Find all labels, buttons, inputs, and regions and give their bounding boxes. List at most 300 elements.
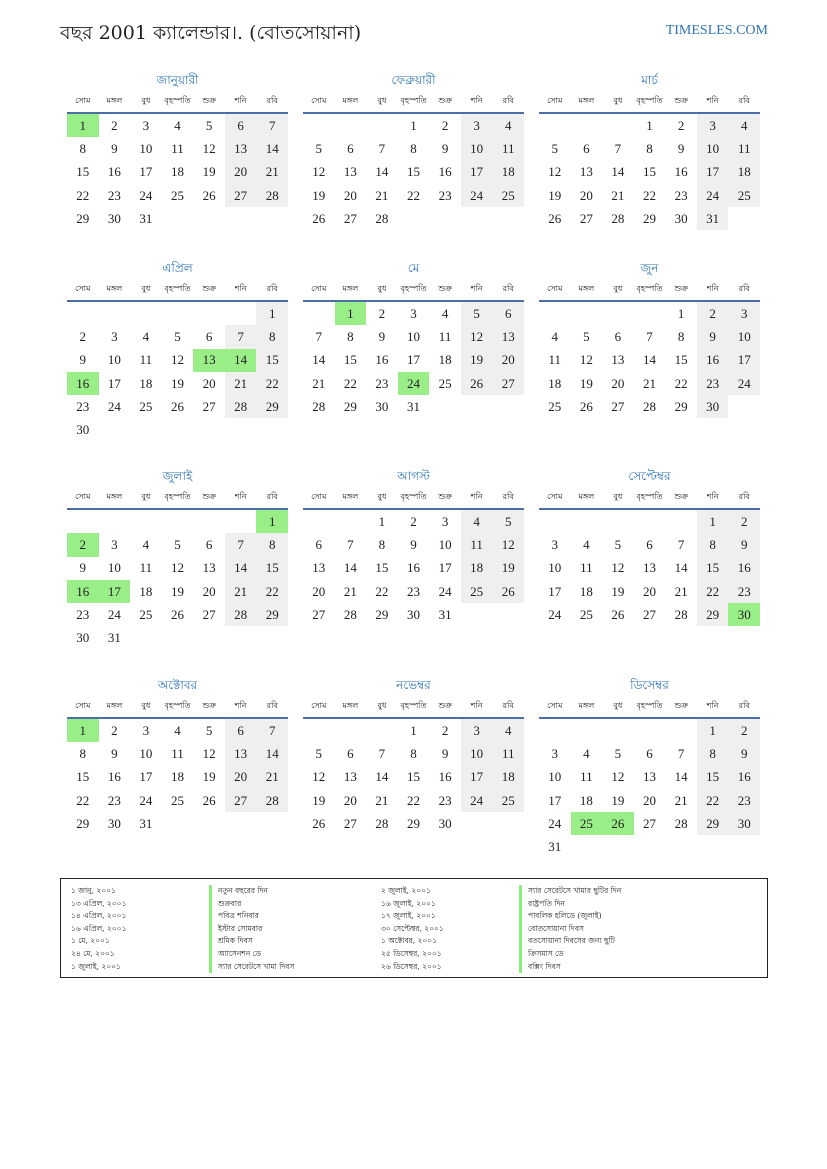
day-cell[interactable]: 27: [202, 606, 216, 622]
day-cell[interactable]: 9: [728, 742, 760, 765]
day-cell[interactable]: 30: [406, 606, 420, 622]
day-cell[interactable]: 25: [492, 789, 524, 812]
day-cell[interactable]: 20: [343, 187, 357, 203]
day-cell[interactable]: 7: [614, 140, 622, 156]
day-cell[interactable]: 7: [646, 328, 653, 344]
day-cell[interactable]: 9: [677, 140, 685, 156]
day-cell[interactable]: 24: [107, 606, 121, 622]
day-cell[interactable]: 14: [225, 557, 257, 580]
day-cell[interactable]: 15: [76, 769, 90, 785]
day-cell[interactable]: 10: [139, 140, 153, 156]
day-cell[interactable]: 5: [551, 140, 559, 156]
holiday-day[interactable]: 1: [256, 510, 288, 533]
day-cell[interactable]: 28: [375, 815, 389, 831]
day-cell[interactable]: 5: [492, 510, 524, 533]
day-cell[interactable]: 2: [728, 510, 760, 533]
day-cell[interactable]: 27: [492, 372, 524, 395]
day-cell[interactable]: 9: [79, 352, 87, 368]
day-cell[interactable]: 26: [579, 398, 593, 414]
day-cell[interactable]: 13: [611, 352, 625, 368]
day-cell[interactable]: 18: [170, 164, 184, 180]
day-cell[interactable]: 10: [438, 536, 452, 552]
day-cell[interactable]: 17: [728, 349, 760, 372]
day-cell[interactable]: 6: [315, 536, 323, 552]
day-cell[interactable]: 5: [315, 745, 323, 761]
day-cell[interactable]: 8: [410, 745, 417, 761]
day-cell[interactable]: 9: [697, 325, 729, 348]
day-cell[interactable]: 14: [256, 137, 288, 160]
day-cell[interactable]: 24: [107, 398, 121, 414]
day-cell[interactable]: 26: [202, 187, 216, 203]
day-cell[interactable]: 6: [225, 114, 257, 137]
day-cell[interactable]: 1: [378, 513, 386, 529]
day-cell[interactable]: 29: [375, 606, 389, 622]
day-cell[interactable]: 4: [174, 722, 181, 738]
day-cell[interactable]: 24: [461, 789, 493, 812]
day-cell[interactable]: 2: [441, 722, 449, 738]
day-cell[interactable]: 29: [697, 812, 729, 835]
day-cell[interactable]: 22: [76, 792, 90, 808]
day-cell[interactable]: 23: [107, 187, 121, 203]
day-cell[interactable]: 10: [461, 742, 493, 765]
day-cell[interactable]: 3: [697, 114, 729, 137]
day-cell[interactable]: 13: [225, 137, 257, 160]
day-cell[interactable]: 5: [174, 328, 181, 344]
day-cell[interactable]: 25: [170, 792, 184, 808]
day-cell[interactable]: 28: [343, 606, 357, 622]
day-cell[interactable]: 18: [548, 375, 562, 391]
day-cell[interactable]: 31: [438, 606, 452, 622]
day-cell[interactable]: 7: [315, 328, 323, 344]
day-cell[interactable]: 29: [697, 603, 729, 626]
day-cell[interactable]: 21: [312, 375, 326, 391]
day-cell[interactable]: 24: [548, 606, 562, 622]
day-cell[interactable]: 19: [548, 187, 562, 203]
day-cell[interactable]: 4: [461, 510, 493, 533]
day-cell[interactable]: 26: [611, 606, 625, 622]
day-cell[interactable]: 21: [674, 792, 688, 808]
holiday-day[interactable]: 30: [728, 603, 760, 626]
day-cell[interactable]: 19: [202, 769, 216, 785]
day-cell[interactable]: 28: [256, 789, 288, 812]
day-cell[interactable]: 26: [312, 815, 326, 831]
day-cell[interactable]: 25: [139, 606, 153, 622]
day-cell[interactable]: 7: [378, 140, 386, 156]
day-cell[interactable]: 20: [202, 583, 216, 599]
day-cell[interactable]: 3: [461, 719, 493, 742]
day-cell[interactable]: 27: [642, 606, 656, 622]
day-cell[interactable]: 22: [406, 792, 420, 808]
day-cell[interactable]: 11: [580, 560, 593, 576]
day-cell[interactable]: 22: [76, 187, 90, 203]
day-cell[interactable]: 12: [492, 533, 524, 556]
day-cell[interactable]: 23: [728, 580, 760, 603]
day-cell[interactable]: 19: [170, 583, 184, 599]
day-cell[interactable]: 25: [170, 187, 184, 203]
day-cell[interactable]: 20: [343, 792, 357, 808]
day-cell[interactable]: 7: [256, 719, 288, 742]
day-cell[interactable]: 23: [438, 187, 452, 203]
day-cell[interactable]: 23: [107, 792, 121, 808]
day-cell[interactable]: 19: [492, 557, 524, 580]
day-cell[interactable]: 6: [646, 536, 653, 552]
day-cell[interactable]: 21: [611, 187, 625, 203]
day-cell[interactable]: 28: [225, 603, 257, 626]
day-cell[interactable]: 17: [438, 560, 452, 576]
day-cell[interactable]: 23: [375, 375, 389, 391]
day-cell[interactable]: 9: [441, 140, 449, 156]
day-cell[interactable]: 6: [347, 140, 354, 156]
day-cell[interactable]: 3: [410, 305, 417, 321]
day-cell[interactable]: 24: [438, 583, 452, 599]
day-cell[interactable]: 22: [375, 583, 389, 599]
day-cell[interactable]: 30: [107, 815, 121, 831]
day-cell[interactable]: 4: [174, 117, 181, 133]
day-cell[interactable]: 18: [438, 352, 452, 368]
day-cell[interactable]: 7: [256, 114, 288, 137]
day-cell[interactable]: 25: [438, 375, 452, 391]
day-cell[interactable]: 16: [697, 349, 729, 372]
day-cell[interactable]: 5: [315, 140, 323, 156]
day-cell[interactable]: 27: [202, 398, 216, 414]
day-cell[interactable]: 31: [139, 210, 153, 226]
day-cell[interactable]: 5: [174, 536, 181, 552]
day-cell[interactable]: 29: [256, 603, 288, 626]
day-cell[interactable]: 10: [139, 745, 153, 761]
day-cell[interactable]: 15: [406, 769, 420, 785]
day-cell[interactable]: 11: [492, 137, 524, 160]
day-cell[interactable]: 6: [583, 140, 590, 156]
day-cell[interactable]: 2: [111, 117, 118, 133]
day-cell[interactable]: 17: [461, 766, 493, 789]
day-cell[interactable]: 5: [461, 302, 493, 325]
day-cell[interactable]: 30: [76, 422, 90, 438]
day-cell[interactable]: 23: [697, 372, 729, 395]
day-cell[interactable]: 4: [441, 305, 449, 321]
day-cell[interactable]: 22: [256, 372, 288, 395]
day-cell[interactable]: 30: [697, 395, 729, 418]
day-cell[interactable]: 21: [256, 161, 288, 184]
day-cell[interactable]: 8: [347, 328, 354, 344]
day-cell[interactable]: 29: [256, 395, 288, 418]
day-cell[interactable]: 3: [461, 114, 493, 137]
day-cell[interactable]: 17: [548, 583, 562, 599]
day-cell[interactable]: 10: [107, 560, 121, 576]
day-cell[interactable]: 30: [107, 210, 121, 226]
day-cell[interactable]: 2: [410, 513, 417, 529]
day-cell[interactable]: 8: [256, 533, 288, 556]
day-cell[interactable]: 18: [492, 161, 524, 184]
day-cell[interactable]: 25: [461, 580, 493, 603]
day-cell[interactable]: 22: [343, 375, 357, 391]
day-cell[interactable]: 6: [225, 719, 257, 742]
day-cell[interactable]: 12: [312, 769, 326, 785]
day-cell[interactable]: 12: [312, 164, 326, 180]
day-cell[interactable]: 29: [642, 210, 656, 226]
day-cell[interactable]: 26: [170, 398, 184, 414]
day-cell[interactable]: 31: [107, 630, 121, 646]
day-cell[interactable]: 25: [548, 398, 562, 414]
day-cell[interactable]: 20: [611, 375, 625, 391]
day-cell[interactable]: 10: [697, 137, 729, 160]
day-cell[interactable]: 3: [142, 117, 150, 133]
day-cell[interactable]: 15: [256, 557, 288, 580]
day-cell[interactable]: 30: [674, 210, 688, 226]
day-cell[interactable]: 23: [406, 583, 420, 599]
day-cell[interactable]: 4: [551, 328, 559, 344]
holiday-day[interactable]: 16: [67, 372, 99, 395]
day-cell[interactable]: 14: [375, 164, 389, 180]
day-cell[interactable]: 14: [642, 352, 656, 368]
day-cell[interactable]: 26: [461, 372, 493, 395]
day-cell[interactable]: 19: [312, 187, 326, 203]
day-cell[interactable]: 30: [76, 630, 90, 646]
day-cell[interactable]: 6: [205, 328, 213, 344]
day-cell[interactable]: 4: [142, 328, 150, 344]
day-cell[interactable]: 10: [548, 769, 562, 785]
day-cell[interactable]: 16: [438, 769, 452, 785]
day-cell[interactable]: 14: [312, 352, 326, 368]
day-cell[interactable]: 21: [225, 372, 257, 395]
day-cell[interactable]: 15: [697, 766, 729, 789]
day-cell[interactable]: 8: [697, 533, 729, 556]
day-cell[interactable]: 31: [139, 815, 153, 831]
day-cell[interactable]: 14: [674, 560, 688, 576]
day-cell[interactable]: 31: [548, 839, 562, 855]
day-cell[interactable]: 13: [202, 560, 216, 576]
day-cell[interactable]: 13: [312, 560, 326, 576]
day-cell[interactable]: 25: [579, 606, 593, 622]
day-cell[interactable]: 7: [677, 745, 685, 761]
day-cell[interactable]: 11: [492, 742, 524, 765]
day-cell[interactable]: 25: [728, 184, 760, 207]
day-cell[interactable]: 1: [697, 719, 729, 742]
day-cell[interactable]: 11: [139, 352, 153, 368]
day-cell[interactable]: 17: [406, 352, 420, 368]
day-cell[interactable]: 22: [256, 580, 288, 603]
day-cell[interactable]: 3: [551, 745, 559, 761]
day-cell[interactable]: 18: [579, 792, 593, 808]
day-cell[interactable]: 15: [343, 352, 357, 368]
day-cell[interactable]: 10: [461, 137, 493, 160]
day-cell[interactable]: 28: [225, 395, 257, 418]
site-link[interactable]: TIMESLES.COM: [665, 23, 768, 38]
day-cell[interactable]: 17: [548, 792, 562, 808]
day-cell[interactable]: 2: [441, 117, 449, 133]
holiday-day[interactable]: 1: [335, 302, 367, 325]
day-cell[interactable]: 13: [642, 560, 656, 576]
day-cell[interactable]: 21: [343, 583, 357, 599]
day-cell[interactable]: 16: [728, 766, 760, 789]
day-cell[interactable]: 26: [492, 580, 524, 603]
day-cell[interactable]: 9: [728, 533, 760, 556]
day-cell[interactable]: 19: [461, 349, 493, 372]
day-cell[interactable]: 11: [548, 352, 562, 368]
day-cell[interactable]: 9: [111, 745, 118, 761]
day-cell[interactable]: 23: [438, 792, 452, 808]
day-cell[interactable]: 20: [579, 187, 593, 203]
day-cell[interactable]: 11: [580, 769, 593, 785]
day-cell[interactable]: 7: [378, 745, 386, 761]
day-cell[interactable]: 23: [76, 398, 90, 414]
day-cell[interactable]: 2: [79, 328, 87, 344]
day-cell[interactable]: 11: [438, 328, 452, 344]
day-cell[interactable]: 15: [256, 349, 288, 372]
day-cell[interactable]: 21: [375, 187, 389, 203]
day-cell[interactable]: 20: [225, 161, 257, 184]
day-cell[interactable]: 8: [677, 328, 685, 344]
day-cell[interactable]: 27: [225, 184, 257, 207]
day-cell[interactable]: 24: [461, 184, 493, 207]
day-cell[interactable]: 14: [343, 560, 357, 576]
day-cell[interactable]: 18: [170, 769, 184, 785]
day-cell[interactable]: 19: [312, 792, 326, 808]
day-cell[interactable]: 5: [205, 117, 213, 133]
day-cell[interactable]: 22: [697, 789, 729, 812]
day-cell[interactable]: 7: [347, 536, 354, 552]
holiday-day[interactable]: 2: [67, 533, 99, 556]
holiday-day[interactable]: 17: [99, 580, 131, 603]
day-cell[interactable]: 19: [579, 375, 593, 391]
day-cell[interactable]: 22: [406, 187, 420, 203]
day-cell[interactable]: 21: [225, 580, 257, 603]
day-cell[interactable]: 27: [312, 606, 326, 622]
day-cell[interactable]: 27: [611, 398, 625, 414]
day-cell[interactable]: 30: [438, 815, 452, 831]
day-cell[interactable]: 26: [170, 606, 184, 622]
day-cell[interactable]: 18: [579, 583, 593, 599]
day-cell[interactable]: 7: [225, 325, 257, 348]
day-cell[interactable]: 13: [343, 164, 357, 180]
day-cell[interactable]: 7: [677, 536, 685, 552]
day-cell[interactable]: 29: [406, 815, 420, 831]
day-cell[interactable]: 5: [614, 536, 622, 552]
day-cell[interactable]: 1: [410, 117, 417, 133]
day-cell[interactable]: 21: [674, 583, 688, 599]
holiday-day[interactable]: 14: [225, 349, 257, 372]
day-cell[interactable]: 8: [410, 140, 417, 156]
day-cell[interactable]: 5: [583, 328, 590, 344]
day-cell[interactable]: 16: [107, 769, 121, 785]
day-cell[interactable]: 8: [79, 745, 87, 761]
holiday-day[interactable]: 1: [67, 114, 99, 137]
day-cell[interactable]: 29: [76, 210, 90, 226]
day-cell[interactable]: 28: [611, 210, 625, 226]
day-cell[interactable]: 13: [579, 164, 593, 180]
day-cell[interactable]: 21: [256, 766, 288, 789]
day-cell[interactable]: 18: [139, 375, 153, 391]
day-cell[interactable]: 22: [642, 187, 656, 203]
day-cell[interactable]: 3: [551, 536, 559, 552]
day-cell[interactable]: 6: [492, 302, 524, 325]
day-cell[interactable]: 15: [674, 352, 688, 368]
day-cell[interactable]: 2: [697, 302, 729, 325]
day-cell[interactable]: 31: [697, 207, 729, 230]
day-cell[interactable]: 20: [312, 583, 326, 599]
day-cell[interactable]: 9: [410, 536, 417, 552]
day-cell[interactable]: 25: [492, 184, 524, 207]
day-cell[interactable]: 20: [642, 583, 656, 599]
day-cell[interactable]: 28: [674, 606, 688, 622]
day-cell[interactable]: 11: [139, 560, 153, 576]
day-cell[interactable]: 26: [312, 210, 326, 226]
day-cell[interactable]: 2: [111, 722, 118, 738]
day-cell[interactable]: 12: [170, 560, 184, 576]
day-cell[interactable]: 12: [461, 325, 493, 348]
day-cell[interactable]: 19: [170, 375, 184, 391]
day-cell[interactable]: 20: [642, 792, 656, 808]
day-cell[interactable]: 18: [461, 557, 493, 580]
day-cell[interactable]: 6: [347, 745, 354, 761]
day-cell[interactable]: 15: [76, 164, 90, 180]
day-cell[interactable]: 28: [674, 815, 688, 831]
day-cell[interactable]: 27: [225, 789, 257, 812]
day-cell[interactable]: 17: [139, 164, 153, 180]
day-cell[interactable]: 3: [728, 302, 760, 325]
day-cell[interactable]: 16: [728, 557, 760, 580]
day-cell[interactable]: 19: [611, 792, 625, 808]
day-cell[interactable]: 12: [170, 352, 184, 368]
day-cell[interactable]: 8: [697, 742, 729, 765]
day-cell[interactable]: 5: [205, 722, 213, 738]
day-cell[interactable]: 14: [256, 742, 288, 765]
day-cell[interactable]: 3: [441, 513, 449, 529]
day-cell[interactable]: 9: [441, 745, 449, 761]
day-cell[interactable]: 12: [202, 745, 216, 761]
day-cell[interactable]: 19: [611, 583, 625, 599]
day-cell[interactable]: 21: [642, 375, 656, 391]
day-cell[interactable]: 13: [343, 769, 357, 785]
day-cell[interactable]: 20: [225, 766, 257, 789]
day-cell[interactable]: 1: [677, 305, 685, 321]
day-cell[interactable]: 27: [343, 815, 357, 831]
day-cell[interactable]: 15: [697, 557, 729, 580]
day-cell[interactable]: 1: [256, 302, 288, 325]
day-cell[interactable]: 13: [225, 742, 257, 765]
day-cell[interactable]: 4: [728, 114, 760, 137]
day-cell[interactable]: 14: [375, 769, 389, 785]
day-cell[interactable]: 30: [375, 398, 389, 414]
day-cell[interactable]: 4: [583, 536, 590, 552]
day-cell[interactable]: 6: [646, 745, 653, 761]
day-cell[interactable]: 24: [548, 815, 562, 831]
day-cell[interactable]: 11: [171, 745, 184, 761]
day-cell[interactable]: 10: [107, 352, 121, 368]
day-cell[interactable]: 25: [139, 398, 153, 414]
day-cell[interactable]: 16: [674, 164, 688, 180]
day-cell[interactable]: 20: [492, 349, 524, 372]
day-cell[interactable]: 29: [674, 398, 688, 414]
day-cell[interactable]: 16: [375, 352, 389, 368]
day-cell[interactable]: 1: [697, 510, 729, 533]
day-cell[interactable]: 2: [677, 117, 685, 133]
day-cell[interactable]: 2: [728, 719, 760, 742]
day-cell[interactable]: 4: [142, 536, 150, 552]
day-cell[interactable]: 2: [378, 305, 386, 321]
day-cell[interactable]: 27: [579, 210, 593, 226]
day-cell[interactable]: 14: [611, 164, 625, 180]
day-cell[interactable]: 10: [548, 560, 562, 576]
day-cell[interactable]: 1: [410, 722, 417, 738]
day-cell[interactable]: 16: [438, 164, 452, 180]
day-cell[interactable]: 16: [406, 560, 420, 576]
day-cell[interactable]: 12: [202, 140, 216, 156]
day-cell[interactable]: 15: [642, 164, 656, 180]
day-cell[interactable]: 14: [674, 769, 688, 785]
day-cell[interactable]: 23: [76, 606, 90, 622]
day-cell[interactable]: 10: [728, 325, 760, 348]
day-cell[interactable]: 3: [111, 536, 118, 552]
